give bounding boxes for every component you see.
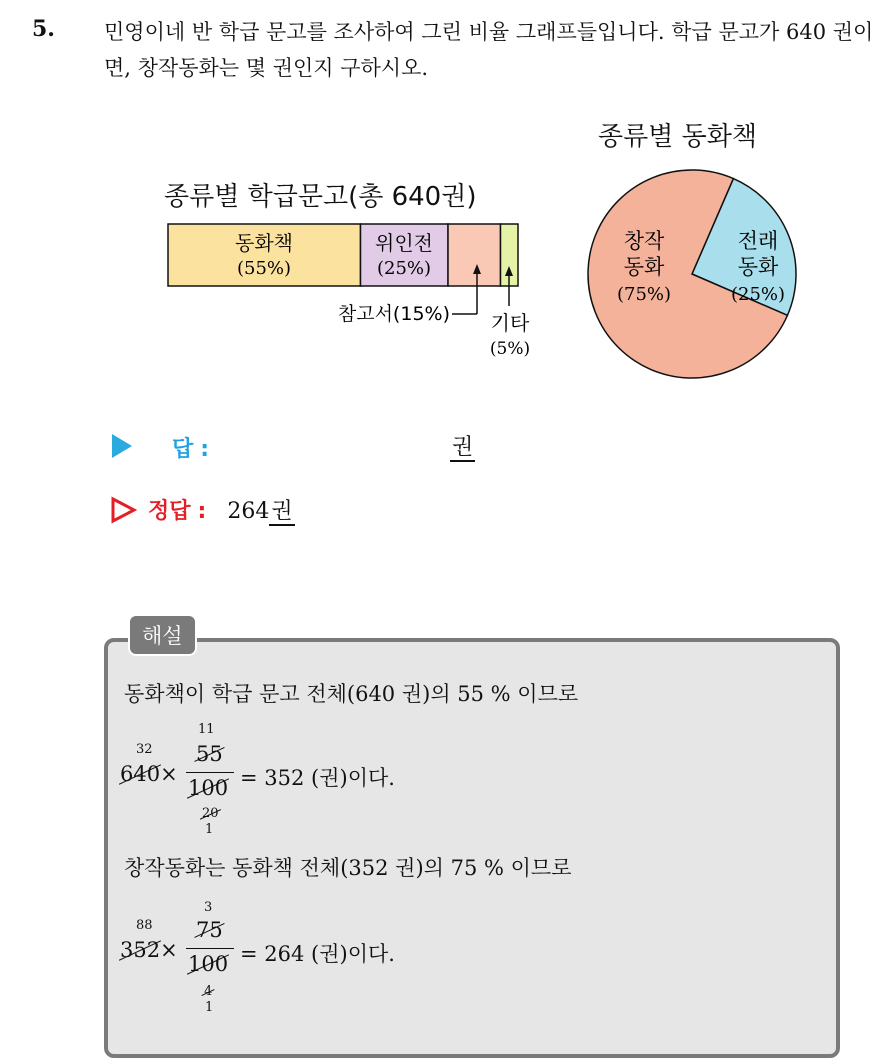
bar-segment-reference — [448, 224, 501, 286]
pie-chart — [582, 164, 802, 384]
correct-label: 정답 — [148, 499, 191, 524]
calc1-left: 640× — [120, 762, 178, 786]
calc2-denom: 100 — [188, 952, 229, 976]
bar-label-storybook: 동화책 — [235, 231, 293, 255]
pie-label-creative-1: 창작 — [623, 229, 665, 253]
bar-pct-biography: (25%) — [376, 258, 432, 279]
pie-label-traditional-2: 동화 — [737, 255, 779, 279]
bar-chart — [160, 216, 540, 366]
calc1-top-small: 32 — [136, 742, 153, 757]
calc1-denom-small1: 20 — [202, 806, 219, 821]
calc1-denom: 100 — [188, 776, 229, 800]
calc2-result: = 264 (권)이다. — [240, 942, 395, 966]
calc1-numer-small: 11 — [198, 722, 215, 737]
solution-line-2: 창작동화는 동화책 전체(352 권)의 75 % 이므로 — [124, 856, 572, 880]
pie-label-creative-2: 동화 — [623, 255, 665, 279]
answer-unit: 권 — [452, 435, 474, 460]
calc1-fraction-bar — [186, 772, 234, 773]
correct-value: 264 — [227, 499, 270, 524]
answer-colon: : — [200, 437, 210, 462]
correct-unit: 권 — [271, 499, 293, 524]
callout-other-label: 기타 — [490, 311, 530, 335]
calc2-top-small: 88 — [136, 918, 153, 933]
bar-chart-title: 종류별 학급문고(총 640권) — [164, 182, 477, 212]
pie-label-traditional-1: 전래 — [737, 229, 779, 253]
correct-colon: : — [197, 499, 207, 524]
solution-tag: 해설 — [128, 614, 197, 656]
correct-arrow-icon — [110, 496, 138, 524]
pie-pct-traditional: (25%) — [730, 284, 786, 305]
question-text: 민영이네 반 학급 문고를 조사하여 그린 비율 그래프들입니다. 학급 문고가 640 권이면, 창작동화는 몇 권인지 구하시오. — [104, 20, 874, 80]
calc1-denom-small2: 1 — [205, 822, 214, 837]
callout-other-pct: (5%) — [489, 339, 531, 359]
solution-line-1: 동화책이 학급 문고 전체(640 권)의 55 % 이므로 — [124, 682, 579, 706]
bar-pct-storybook: (55%) — [236, 258, 292, 279]
question-number: 5. — [32, 16, 55, 42]
calc2-numer: 75 — [196, 918, 223, 942]
bar-label-biography: 위인전 — [375, 231, 433, 255]
callout-ref-label: 참고서(15%) — [337, 303, 450, 325]
calc1-result: = 352 (권)이다. — [240, 766, 395, 790]
answer-blank[interactable] — [450, 430, 475, 461]
calc2-left: 352× — [120, 938, 178, 962]
pie-chart-title: 종류별 동화책 — [598, 122, 757, 152]
answer-label-text: 답 — [172, 437, 194, 462]
calc2-fraction-bar — [186, 948, 234, 949]
calc2-denom-small2: 1 — [205, 1000, 214, 1015]
answer-arrow-icon — [112, 434, 132, 458]
calc2-denom-small1: 4 — [204, 984, 213, 999]
calc2-numer-small: 3 — [204, 900, 213, 915]
pie-pct-creative: (75%) — [616, 284, 672, 305]
answer-label — [172, 432, 209, 463]
correct-answer — [148, 494, 295, 525]
calc1-numer: 55 — [196, 742, 223, 766]
